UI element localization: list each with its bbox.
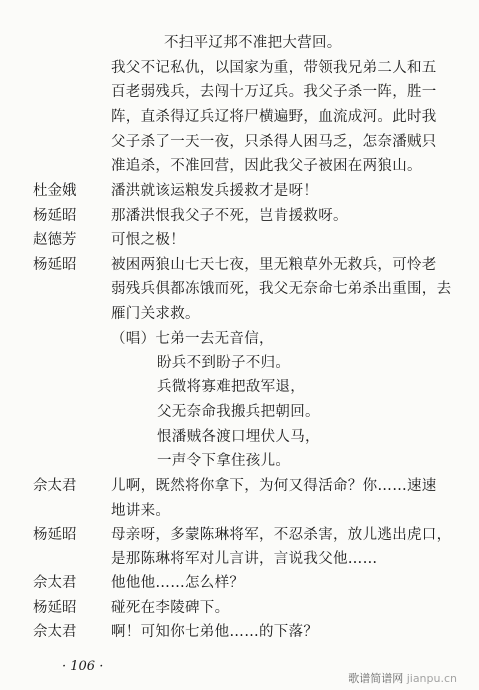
text-line: 父子杀了一天一夜，只杀得人困马乏，怎奈潘贼只	[111, 133, 437, 150]
song-line: 父无奈命我搬兵把朝回。	[157, 403, 320, 420]
song-line: 恨潘贼各渡口埋伏人马，	[157, 428, 320, 445]
watermark	[348, 670, 457, 686]
dialogue-line: 儿啊，既然将你拿下，为何又得活命？你……速速	[111, 478, 437, 495]
watermark-site: jianpu.cn	[406, 672, 457, 685]
text-line: 弱残兵俱都冻饿而死，我父无奈命七弟杀出重围，去	[111, 281, 452, 298]
song-line: 兵微将寡难把敌军退，	[157, 379, 305, 396]
watermark-cn: 歌谱简谱网	[348, 672, 404, 685]
text-line: 准追杀，不准回营，因此我父子被困在两狼山。	[111, 158, 422, 175]
speaker-name: 杜金娥	[33, 183, 77, 200]
dialogue-line: 他他他……怎么样？	[111, 575, 245, 592]
dialogue-line: 母亲呀，多蒙陈琳将军，不忍杀害，放儿逃出虎口，	[111, 526, 452, 543]
speaker-name: 杨延昭	[33, 526, 77, 543]
song-line: 盼兵不到盼子不归。	[157, 355, 291, 372]
song-line: （唱）七弟一去无音信，	[111, 330, 274, 347]
text-line: 雁门关求救。	[111, 305, 200, 322]
dialogue-line: 潘洪就该运粮发兵援救才是呀！	[111, 183, 319, 200]
speaker-name: 佘太君	[33, 624, 77, 640]
speaker-name: 赵德芳	[33, 231, 77, 248]
dialogue-line: 那潘洪恨我父子不死，岂肯援救呀。	[111, 207, 348, 224]
song-line: 一声令下拿住孩儿。	[157, 453, 291, 470]
speaker-name: 佘太君	[33, 575, 77, 592]
dialogue-line: 被困两狼山七天七夜，里无粮草外无救兵，可怜老	[111, 257, 437, 274]
speaker-name: 杨延昭	[33, 599, 77, 616]
text-line: 百老弱残兵，去闯十万辽兵。我父子杀一阵，胜一	[111, 84, 437, 101]
speaker-name: 佘太君	[33, 478, 77, 495]
page-number: · 106 ·	[62, 659, 104, 674]
text-line: 我父不记私仇，以国家为重，带领我兄弟二人和五	[111, 60, 437, 77]
dialogue-line: 可恨之极！	[111, 231, 185, 248]
dialogue-line: 啊！可知你七弟他……的下落？	[111, 624, 319, 640]
text-line: 是那陈琳将军对儿言讲，言说我父他……	[111, 551, 378, 568]
text-line: 地讲来。	[111, 502, 171, 519]
text-line: 阵，直杀得辽兵辽将尸横遍野，血流成河。此时我	[111, 108, 437, 125]
dialogue-line: 碰死在李陵碑下。	[111, 599, 230, 616]
speaker-name: 杨延昭	[33, 257, 77, 274]
speaker-name: 杨延昭	[33, 207, 77, 224]
text-line: 不扫平辽邦不准把大营回。	[164, 35, 342, 51]
